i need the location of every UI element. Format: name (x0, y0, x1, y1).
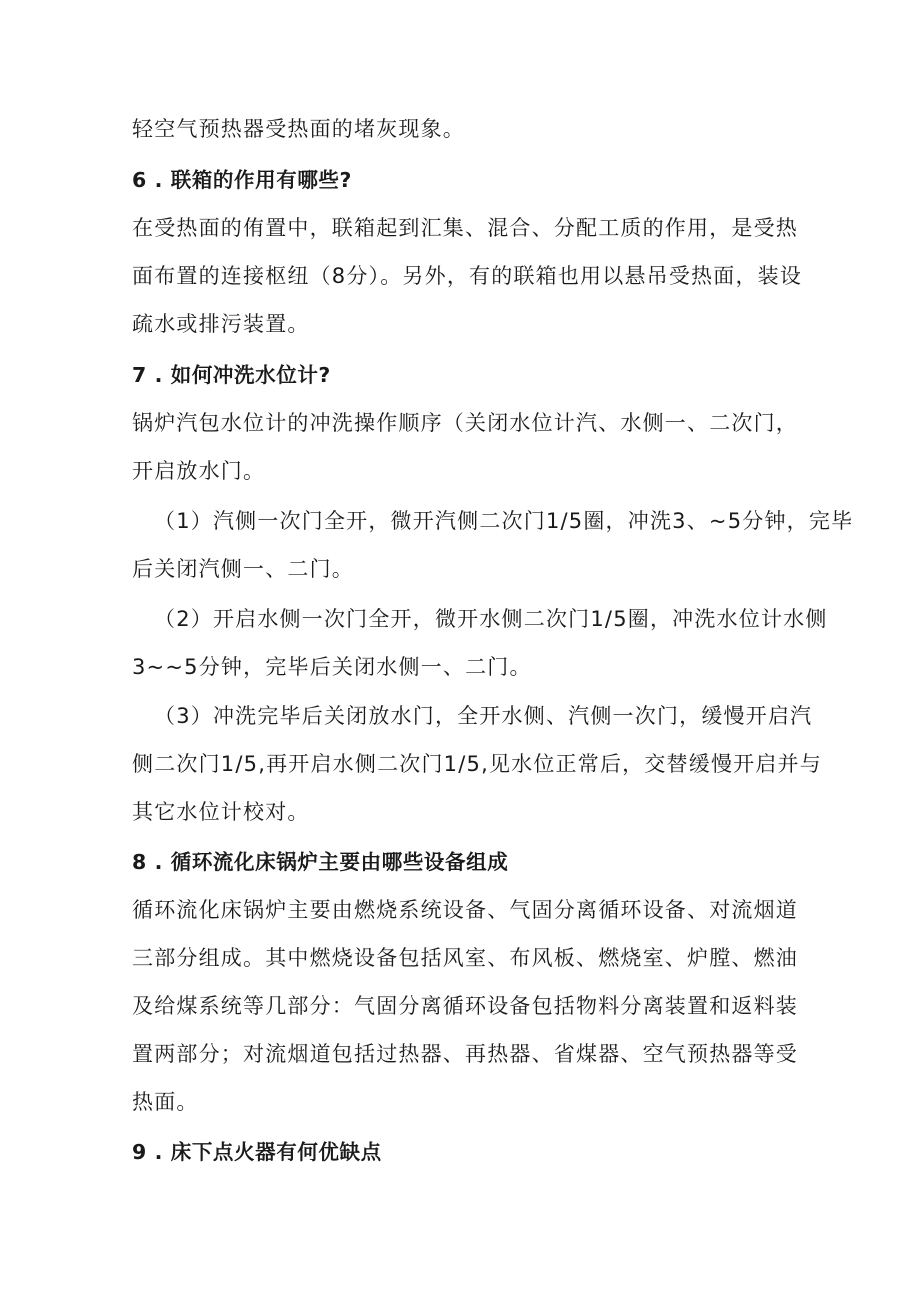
step-1-line: 后关闭汽侧一、二门。 (132, 557, 354, 581)
question-7-heading: 7 . 如何冲洗水位计? (132, 363, 331, 387)
answer-6-line: 疏水或排污装置。 (132, 312, 310, 336)
answer-8-line: 循环流化床锅炉主要由燃烧系统设备、气固分离循环设备、对流烟道 (132, 898, 798, 922)
question-9-heading: 9 . 床下点火器有何优缺点 (132, 1140, 382, 1164)
step-3-line: 其它水位计校对。 (132, 800, 310, 824)
answer-7-line: 开启放水门。 (132, 459, 266, 483)
step-3-line: 侧二次门1/5,再开启水侧二次门1/5,见水位正常后，交替缓慢开启并与 (132, 752, 822, 776)
step-2-line: （2）开启水侧一次门全开，微开水侧二次门1/5圈，冲洗水位计水侧 (154, 607, 828, 631)
question-8-heading: 8 . 循环流化床锅炉主要由哪些设备组成 (132, 850, 509, 874)
answer-8-line: 热面。 (132, 1090, 199, 1114)
answer-8-line: 及给煤系统等几部分：气固分离循环设备包括物料分离装置和返料装 (132, 994, 798, 1018)
answer-6-line: 在受热面的侑置中，联箱起到汇集、混合、分配工质的作用，是受热 (132, 216, 798, 240)
step-3-line: （3）冲洗完毕后关闭放水门，全开水侧、汽侧一次门，缓慢开启汽 (154, 704, 813, 728)
answer-8-line: 置两部分；对流烟道包括过热器、再热器、省煤器、空气预热器等受 (132, 1042, 798, 1066)
answer-6-line: 面布置的连接枢纽（8分）。另外，有的联箱也用以悬吊受热面，装设 (132, 264, 803, 288)
answer-8-line: 三部分组成。其中燃烧设备包括风室、布风板、燃烧室、炉膛、燃油 (132, 946, 798, 970)
step-1-line: （1）汽侧一次门全开，微开汽侧二次门1/5圈，冲洗3、~5分钟，完毕 (154, 509, 854, 533)
question-6-heading: 6 . 联箱的作用有哪些? (132, 168, 353, 192)
answer-7-line: 锅炉汽包水位计的冲洗操作顺序（关闭水位计汽、水侧一、二次门， (132, 411, 798, 435)
paragraph-line: 轻空气预热器受热面的堵灰现象。 (132, 117, 465, 141)
step-2-line: 3~~5分钟，完毕后关闭水侧一、二门。 (132, 655, 532, 679)
